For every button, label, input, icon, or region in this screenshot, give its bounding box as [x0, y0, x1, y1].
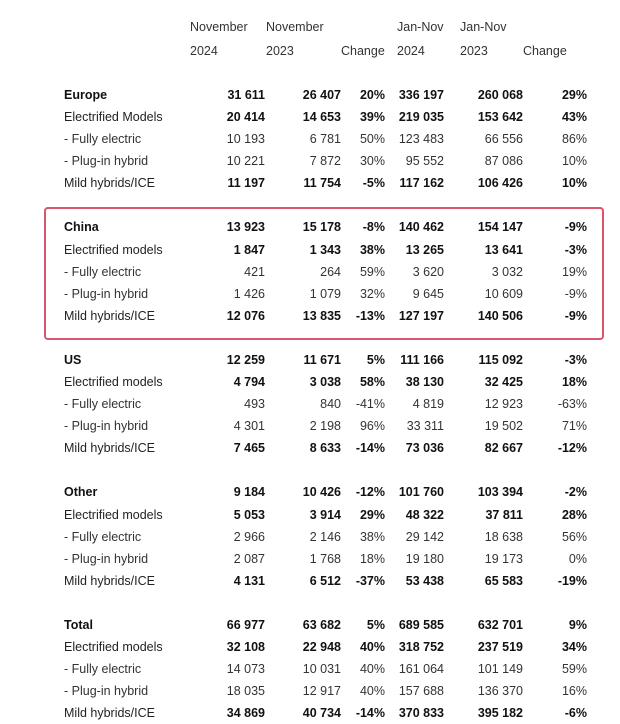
row-label: Mild hybrids/ICE	[64, 308, 155, 323]
cell-value: 219 035	[398, 110, 444, 125]
col-nov-2023-line2: 2023	[266, 44, 294, 58]
cell-value: 12 923	[484, 397, 523, 412]
table-row	[0, 349, 620, 371]
cell-value: 18 035	[226, 684, 265, 699]
cell-value: 1 079	[309, 286, 341, 301]
cell-value: 14 653	[302, 110, 341, 125]
cell-value: 101 149	[477, 662, 523, 677]
cell-value: 48 322	[405, 507, 444, 522]
cell-value: 117 162	[399, 176, 444, 191]
cell-value: 31 611	[227, 88, 265, 102]
cell-value: 59%	[359, 264, 385, 279]
cell-value: 53 438	[405, 573, 444, 588]
cell-value: 1 343	[309, 242, 341, 257]
row-label: Europe	[64, 88, 108, 102]
cell-value: -3%	[564, 242, 587, 257]
cell-value: -63%	[557, 397, 587, 412]
row-label: - Fully electric	[64, 529, 142, 544]
table-row	[0, 283, 620, 305]
table-row	[0, 84, 620, 106]
cell-value: 73 036	[405, 441, 444, 456]
cell-value: 10%	[561, 154, 587, 169]
cell-value: 10 609	[484, 286, 523, 301]
cell-value: -14%	[355, 706, 385, 721]
cell-value: 5 053	[233, 507, 265, 522]
cell-value: 71%	[561, 419, 587, 434]
cell-value: 34 869	[226, 706, 265, 721]
cell-value: 19 502	[484, 419, 523, 434]
cell-value: 5%	[366, 617, 385, 632]
cell-value: -9%	[564, 308, 587, 323]
cell-value: 140 506	[477, 308, 523, 323]
cell-value: 136 370	[477, 684, 523, 699]
table-row	[0, 239, 620, 261]
cell-value: -13%	[355, 308, 385, 323]
table-row	[0, 636, 620, 658]
cell-value: -6%	[564, 706, 587, 721]
cell-value: 32%	[359, 286, 385, 301]
cell-value: 20%	[359, 88, 385, 102]
cell-value: 65 583	[484, 573, 523, 588]
row-label: Electrified models	[64, 375, 163, 390]
cell-value: 3 620	[412, 264, 444, 279]
row-label: - Fully electric	[64, 397, 142, 412]
cell-value: 66 556	[484, 132, 523, 147]
cell-value: 18%	[561, 375, 587, 390]
cell-value: 260 068	[477, 88, 523, 102]
table-row	[0, 305, 620, 327]
table-row	[0, 216, 620, 238]
cell-value: 32 425	[484, 375, 523, 390]
table-row	[0, 393, 620, 415]
cell-value: 101 760	[398, 485, 444, 500]
cell-value: 19 180	[405, 551, 444, 566]
cell-value: 16%	[561, 684, 587, 699]
cell-value: 10 426	[302, 485, 341, 500]
cell-value: 395 182	[477, 706, 523, 721]
cell-value: 37 811	[485, 507, 523, 522]
cell-value: 40%	[359, 684, 385, 699]
cell-value: 7 872	[309, 154, 341, 169]
cell-value: 38%	[359, 529, 385, 544]
cell-value: 140 462	[398, 220, 444, 235]
col-ytd-2023-line1: Jan-Nov	[460, 20, 507, 34]
sales-table	[0, 84, 620, 724]
cell-value: 63 682	[302, 617, 341, 632]
cell-value: -41%	[355, 397, 385, 412]
cell-value: 4 301	[233, 419, 265, 434]
cell-value: 11 754	[303, 176, 341, 191]
cell-value: 15 178	[302, 220, 341, 235]
cell-value: 33 311	[406, 419, 444, 434]
table-row	[0, 415, 620, 437]
table-row	[0, 128, 620, 150]
cell-value: -8%	[362, 220, 385, 235]
cell-value: 154 147	[477, 220, 523, 235]
section-gap	[0, 459, 620, 481]
cell-value: 18%	[359, 551, 385, 566]
cell-value: 38 130	[405, 375, 444, 390]
cell-value: 39%	[359, 110, 385, 125]
cell-value: 56%	[561, 529, 587, 544]
cell-value: 50%	[359, 132, 385, 147]
cell-value: 1 426	[233, 286, 265, 301]
cell-value: 103 394	[477, 485, 523, 500]
cell-value: 29%	[561, 88, 587, 102]
cell-value: 28%	[561, 507, 587, 522]
row-label: Electrified models	[64, 242, 163, 257]
column-headers	[0, 16, 620, 66]
cell-value: 632 701	[477, 617, 523, 632]
cell-value: 0%	[568, 551, 587, 566]
cell-value: 32 108	[226, 639, 265, 654]
cell-value: 10 031	[302, 662, 341, 677]
cell-value: 59%	[561, 662, 587, 677]
cell-value: 9 184	[233, 485, 265, 500]
cell-value: 13 641	[484, 242, 523, 257]
cell-value: 13 835	[302, 308, 341, 323]
table-row	[0, 150, 620, 172]
row-label: - Fully electric	[64, 662, 142, 677]
row-label: Electrified models	[64, 507, 163, 522]
section-gap	[0, 194, 620, 216]
table-row	[0, 371, 620, 393]
cell-value: 58%	[359, 375, 385, 390]
section-gap	[0, 327, 620, 349]
cell-value: 318 752	[398, 639, 444, 654]
col-ytd-2024-line1: Jan-Nov	[397, 20, 444, 34]
row-label: - Plug-in hybrid	[64, 419, 149, 434]
cell-value: 421	[244, 264, 265, 279]
cell-value: 493	[244, 397, 265, 412]
cell-value: 4 794	[233, 375, 265, 390]
row-label: Total	[64, 617, 93, 632]
cell-value: -12%	[355, 485, 385, 500]
cell-value: 66 977	[226, 617, 265, 632]
cell-value: 115 092	[478, 352, 523, 367]
cell-value: 2 087	[233, 551, 265, 566]
cell-value: 2 146	[309, 529, 341, 544]
section-gap	[0, 592, 620, 614]
cell-value: 13 923	[226, 220, 265, 235]
cell-value: 153 642	[477, 110, 523, 125]
row-label: - Plug-in hybrid	[64, 684, 149, 699]
row-label: - Fully electric	[64, 132, 142, 147]
table-row	[0, 481, 620, 503]
cell-value: 34%	[561, 639, 587, 654]
row-label: Electrified models	[64, 639, 163, 654]
cell-value: 123 483	[398, 132, 444, 147]
cell-value: 3 032	[491, 264, 523, 279]
col-nov-2023-line1: November	[266, 20, 324, 34]
cell-value: -19%	[557, 573, 587, 588]
cell-value: 96%	[359, 419, 385, 434]
row-label: - Plug-in hybrid	[64, 551, 149, 566]
cell-value: 26 407	[302, 88, 341, 102]
cell-value: 11 671	[303, 352, 341, 367]
cell-value: -3%	[564, 352, 587, 367]
cell-value: 95 552	[405, 154, 444, 169]
cell-value: 264	[320, 264, 341, 279]
cell-value: 8 633	[309, 441, 341, 456]
row-label: China	[64, 220, 99, 235]
cell-value: 336 197	[398, 88, 444, 102]
cell-value: 19 173	[484, 551, 523, 566]
col-change-ytd: Change	[523, 44, 567, 58]
cell-value: 370 833	[398, 706, 444, 721]
cell-value: 157 688	[398, 684, 444, 699]
cell-value: 4 131	[233, 573, 265, 588]
row-label: US	[64, 352, 82, 367]
cell-value: 40 734	[302, 706, 341, 721]
cell-value: 3 914	[309, 507, 341, 522]
table-row	[0, 570, 620, 592]
cell-value: 19%	[561, 264, 587, 279]
cell-value: 127 197	[398, 308, 444, 323]
row-label: Mild hybrids/ICE	[64, 176, 155, 191]
cell-value: -14%	[355, 441, 385, 456]
table-row	[0, 504, 620, 526]
cell-value: 4 819	[412, 397, 444, 412]
cell-value: 12 259	[226, 352, 265, 367]
table-row	[0, 437, 620, 459]
col-ytd-2023-line2: 2023	[460, 44, 488, 58]
row-label: - Plug-in hybrid	[64, 286, 149, 301]
cell-value: 18 638	[484, 529, 523, 544]
row-label: Mild hybrids/ICE	[64, 441, 155, 456]
cell-value: 111 166	[400, 352, 444, 367]
cell-value: 6 781	[309, 132, 341, 147]
table-row	[0, 658, 620, 680]
cell-value: 5%	[366, 352, 385, 367]
table-row	[0, 680, 620, 702]
table-row	[0, 261, 620, 283]
cell-value: 12 917	[302, 684, 341, 699]
cell-value: 9%	[568, 617, 587, 632]
cell-value: 40%	[359, 639, 385, 654]
cell-value: 7 465	[233, 441, 265, 456]
cell-value: 10 221	[226, 154, 265, 169]
row-label: Mild hybrids/ICE	[64, 573, 155, 588]
table-row	[0, 526, 620, 548]
cell-value: 20 414	[226, 110, 265, 125]
cell-value: 12 076	[226, 308, 265, 323]
cell-value: 6 512	[309, 573, 341, 588]
cell-value: 11 197	[227, 176, 265, 191]
cell-value: 13 265	[405, 242, 444, 257]
col-nov-2024-line1: November	[190, 20, 248, 34]
col-nov-2024-line2: 2024	[190, 44, 218, 58]
cell-value: -9%	[564, 286, 587, 301]
cell-value: -12%	[557, 441, 587, 456]
table-row	[0, 614, 620, 636]
row-label: Electrified Models	[64, 110, 163, 125]
cell-value: 10 193	[226, 132, 265, 147]
cell-value: -2%	[564, 485, 587, 500]
cell-value: 2 966	[233, 529, 265, 544]
cell-value: 14 073	[226, 662, 265, 677]
table-row	[0, 172, 620, 194]
cell-value: 43%	[561, 110, 587, 125]
cell-value: -5%	[362, 176, 385, 191]
cell-value: -9%	[564, 220, 587, 235]
row-label: - Fully electric	[64, 264, 142, 279]
cell-value: 3 038	[309, 375, 341, 390]
cell-value: 29%	[359, 507, 385, 522]
cell-value: 1 768	[309, 551, 341, 566]
row-label: Other	[64, 485, 98, 500]
cell-value: 689 585	[398, 617, 444, 632]
cell-value: 840	[320, 397, 341, 412]
table-row	[0, 106, 620, 128]
cell-value: 29 142	[405, 529, 444, 544]
cell-value: 161 064	[398, 662, 444, 677]
cell-value: 10%	[561, 176, 587, 191]
cell-value: 22 948	[302, 639, 341, 654]
col-change-month: Change	[341, 44, 385, 58]
cell-value: 9 645	[412, 286, 444, 301]
cell-value: 2 198	[309, 419, 341, 434]
cell-value: 1 847	[233, 242, 265, 257]
cell-value: 86%	[561, 132, 587, 147]
row-label: Mild hybrids/ICE	[64, 706, 155, 721]
row-label: - Plug-in hybrid	[64, 154, 149, 169]
table-row	[0, 702, 620, 724]
cell-value: 38%	[359, 242, 385, 257]
cell-value: -37%	[355, 573, 385, 588]
cell-value: 30%	[359, 154, 385, 169]
cell-value: 82 667	[484, 441, 523, 456]
cell-value: 237 519	[477, 639, 523, 654]
cell-value: 87 086	[484, 154, 523, 169]
cell-value: 40%	[359, 662, 385, 677]
table-row	[0, 548, 620, 570]
cell-value: 106 426	[477, 176, 523, 191]
col-ytd-2024-line2: 2024	[397, 44, 425, 58]
